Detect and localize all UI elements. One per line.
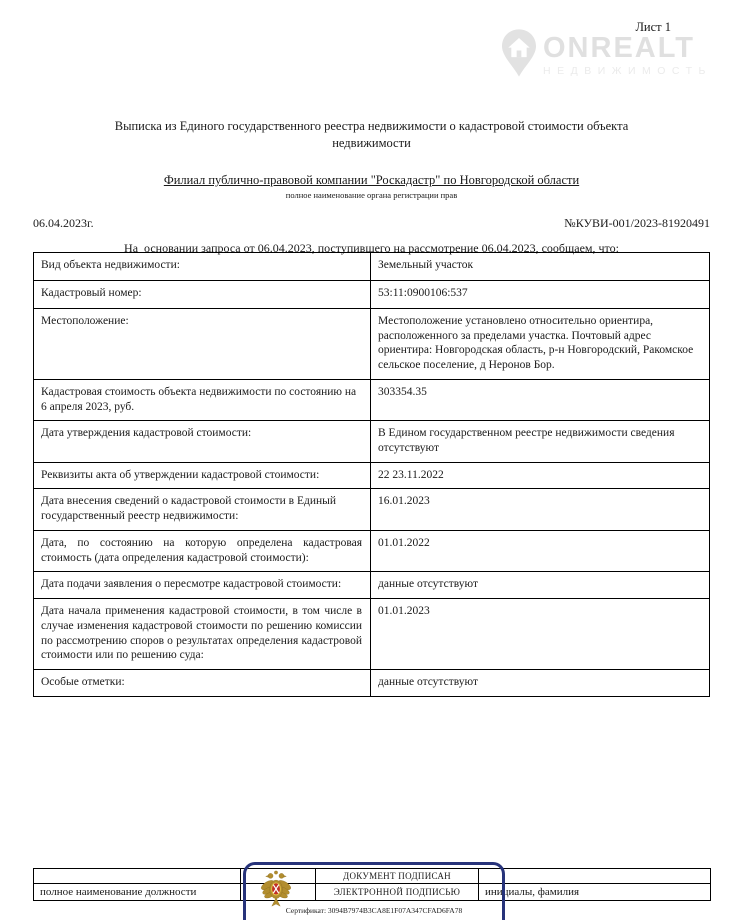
row-label: Особые отметки: [34, 669, 371, 696]
table-row [34, 253, 710, 281]
document-number: №КУВИ-001/2023-81920491 [564, 216, 710, 230]
table-row [34, 530, 710, 571]
row-label: Дата подачи заявления о пересмотре кадастровой стоимости: [34, 572, 371, 599]
document-date: 06.04.2023г. [33, 216, 94, 230]
row-value: 22 23.11.2022 [371, 462, 710, 489]
table-row [34, 462, 710, 489]
organization-name: Филиал публично-правовой компании "Роскадастр" по Новгородской области [163, 173, 580, 187]
row-label: Кадастровый номер: [34, 281, 371, 309]
row-value: 01.01.2023 [371, 599, 710, 670]
signature-block [33, 862, 710, 915]
table-row [34, 489, 710, 530]
row-value: 01.01.2022 [371, 530, 710, 571]
table-row [34, 421, 710, 462]
stamp-line2: ЭЛЕКТРОННОЙ ПОДПИСЬЮ [316, 884, 479, 901]
row-value: Земельный участок [371, 253, 710, 281]
watermark-brand: ONREALT [543, 32, 696, 64]
sheet-number: Лист 1 [635, 20, 671, 34]
stamp-line1: ДОКУМЕНТ ПОДПИСАН [316, 869, 479, 884]
row-label: Реквизиты акта об утверждении кадастровой стоимости: [34, 462, 371, 489]
row-label: Дата начала применения кадастровой стоимости, в том числе в случае изменения кадастровой стоимости по решению комиссии по рассмотрению споров о результатах определения кадастровой стоимости или по решению суда: [34, 599, 371, 670]
row-value: данные отсутствуют [371, 669, 710, 696]
row-label: Вид объекта недвижимости: [34, 253, 371, 281]
certificate-number: Сертификат: 3094B7974B3CA8E1F07A347CFAD6FA78 [285, 906, 463, 915]
table-row [34, 379, 710, 420]
row-label: Местоположение: [34, 309, 371, 380]
table-row [34, 281, 710, 309]
table-row [34, 309, 710, 380]
table-row [34, 669, 710, 696]
row-label: Дата внесения сведений о кадастровой стоимости в Единый государственный реестр недвижимости: [34, 489, 371, 530]
request-statement: На основании запроса от 06.04.2023, поступившего на рассмотрение 06.04.2023, сообщаем, что: [124, 241, 619, 255]
watermark [499, 28, 735, 82]
row-label: Кадастровая стоимость объекта недвижимости по состоянию на 6 апреля 2023, руб. [34, 379, 371, 420]
document-header [33, 118, 710, 256]
name-label: инициалы, фамилия [479, 884, 711, 901]
row-value: 303354.35 [371, 379, 710, 420]
table-row [34, 572, 710, 599]
row-value: Местоположение установлено относительно ориентира, расположенного за пределами участка. Почтовый адрес ориентира: Новгородская область, р-н Новгородский, Ракомское сельское поселение, д Неронов Бор. [371, 309, 710, 380]
row-value: 16.01.2023 [371, 489, 710, 530]
location-pin-house-icon [499, 28, 539, 78]
date-row [33, 216, 710, 231]
organization-caption: полное наименование органа регистрации прав [285, 190, 458, 200]
document-title: Выписка из Единого государственного реестра недвижимости о кадастровой стоимости объекта недвижимости [114, 119, 629, 150]
position-label: полное наименование должности [34, 884, 241, 901]
watermark-subtitle: НЕДВИЖИМОСТЬ [543, 65, 712, 77]
signature-row-top [34, 869, 711, 884]
signature-table [33, 868, 711, 901]
row-value: данные отсутствуют [371, 572, 710, 599]
table-row [34, 599, 710, 670]
row-value: 53:11:0900106:537 [371, 281, 710, 309]
cadastral-data-table [33, 252, 710, 697]
row-value: В Едином государственном реестре недвижимости сведения отсутствуют [371, 421, 710, 462]
signature-row-bottom [34, 884, 711, 901]
row-label: Дата утверждения кадастровой стоимости: [34, 421, 371, 462]
row-label: Дата, по состоянию на которую определена кадастровая стоимость (дата определения кадастровой стоимости): [34, 530, 371, 571]
